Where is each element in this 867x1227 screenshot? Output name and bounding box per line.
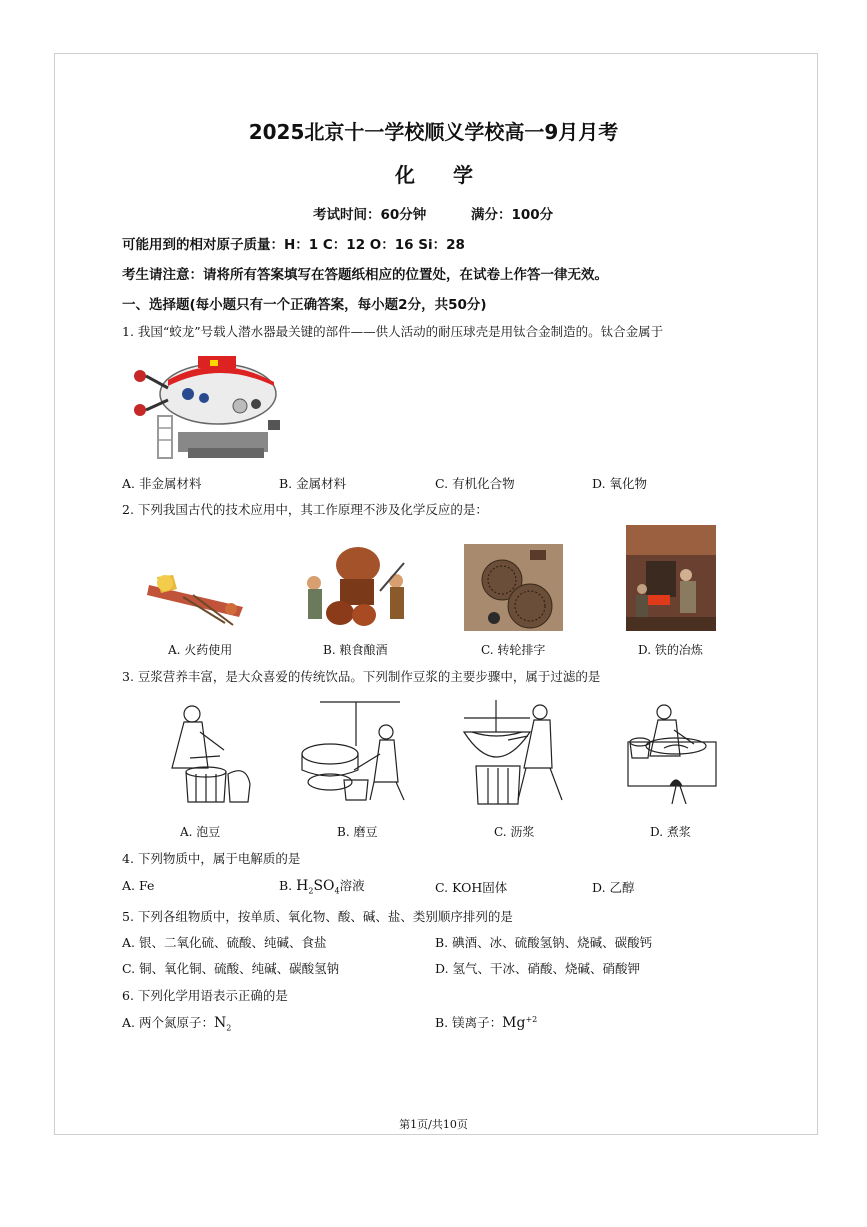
- q2-stem: 2. 下列我国古代的技术应用中，其工作原理不涉及化学反应的是：: [122, 502, 488, 517]
- q5-option-a[interactable]: A. 银、二氧化硫、硫酸、纯碱、食盐: [122, 935, 327, 950]
- q4-option-b-prefix: B.: [279, 878, 297, 893]
- q3-option-d[interactable]: D. 煮浆: [650, 825, 691, 839]
- q3-stem: 3. 豆浆营养丰富，是大众喜爱的传统饮品。下列制作豆浆的主要步骤中，属于过滤的是: [122, 669, 601, 684]
- formula-mg: Mg: [502, 1015, 526, 1031]
- iron-smelting-image: [626, 525, 716, 631]
- q4-stem: 4. 下列物质中，属于电解质的是: [122, 851, 301, 866]
- q5-option-d[interactable]: D. 氢气、干冰、硝酸、烧碱、硝酸钾: [435, 961, 641, 976]
- q3-option-c[interactable]: C. 沥浆: [494, 825, 535, 839]
- q6-option-a[interactable]: [122, 1013, 231, 1033]
- exam-time: 考试时间：60分钟: [313, 207, 427, 223]
- q6-option-b-prefix: B. 镁离子：: [435, 1015, 503, 1030]
- q1-option-c[interactable]: C. 有机化合物: [435, 476, 515, 491]
- full-score: 满分：100分: [471, 207, 554, 223]
- q1-option-b[interactable]: B. 金属材料: [279, 476, 347, 491]
- q6-stem: 6. 下列化学用语表示正确的是: [122, 988, 288, 1003]
- grinding-beans-image: [300, 696, 412, 804]
- q2-option-c[interactable]: C. 转轮排字: [481, 643, 546, 657]
- formula-h: H: [296, 878, 309, 894]
- q5-stem: 5. 下列各组物质中，按单质、氧化物、酸、碱、盐、类别顺序排列的是: [122, 909, 513, 924]
- q5-option-b[interactable]: B. 碘酒、冰、硫酸氢钠、烧碱、碳酸钙: [435, 935, 653, 950]
- exam-title: 2025北京十一学校顺义学校高一9月月考: [248, 120, 619, 144]
- q3-option-a[interactable]: A. 泡豆: [180, 825, 221, 839]
- q4-option-b-suffix: 溶液: [339, 878, 365, 893]
- q6-option-b[interactable]: [435, 1013, 537, 1031]
- q2-option-d[interactable]: D. 铁的冶炼: [638, 643, 703, 657]
- q3-option-b[interactable]: B. 磨豆: [337, 825, 378, 839]
- formula-subscript: 2: [226, 1023, 232, 1033]
- notice: 考生请注意：请将所有答案填写在答题纸相应的位置处，在试卷上作答一律无效。: [122, 267, 608, 283]
- atomic-masses: 可能用到的相对原子质量：H：1 C：12 O：16 Si：28: [122, 237, 465, 253]
- boiling-slurry-image: [620, 696, 720, 804]
- q1-stem: 1. 我国“蛟龙”号载人潜水器最关键的部件——供人活动的耐压球壳是用钛合金制造的。钛合金属于: [122, 324, 664, 339]
- formula-subscript: 4: [334, 886, 340, 896]
- q1-option-d[interactable]: D. 氧化物: [592, 476, 648, 491]
- page-number: 第1页/共10页: [399, 1118, 468, 1131]
- formula-superscript: +2: [525, 1014, 538, 1024]
- submarine-image: [128, 346, 288, 468]
- q4-option-b[interactable]: [279, 876, 365, 896]
- brewing-image: [300, 543, 416, 631]
- subject-title: 化学: [395, 163, 511, 187]
- section-heading: 一、选择题(每小题只有一个正确答案，每小题2分，共50分): [122, 297, 487, 313]
- formula-subscript: 2: [308, 886, 314, 896]
- q2-option-b[interactable]: B. 粮食酿酒: [323, 643, 388, 657]
- q4-option-d[interactable]: D. 乙醇: [592, 880, 635, 895]
- movable-type-image: [464, 544, 563, 631]
- q6-option-a-prefix: A. 两个氮原子：: [122, 1015, 214, 1030]
- q5-option-c[interactable]: C. 铜、氧化铜、硫酸、纯碱、碳酸氢钠: [122, 961, 340, 976]
- formula-n: N: [213, 1015, 227, 1031]
- gunpowder-image: [143, 555, 251, 627]
- q4-option-c[interactable]: C. KOH固体: [435, 880, 508, 895]
- filtering-slurry-image: [458, 696, 574, 808]
- soaking-beans-image: [150, 698, 254, 806]
- q4-option-a[interactable]: A. Fe: [122, 878, 155, 893]
- q2-option-a[interactable]: A. 火药使用: [168, 643, 233, 657]
- q1-option-a[interactable]: A. 非金属材料: [122, 476, 202, 491]
- formula-so: SO: [313, 878, 335, 894]
